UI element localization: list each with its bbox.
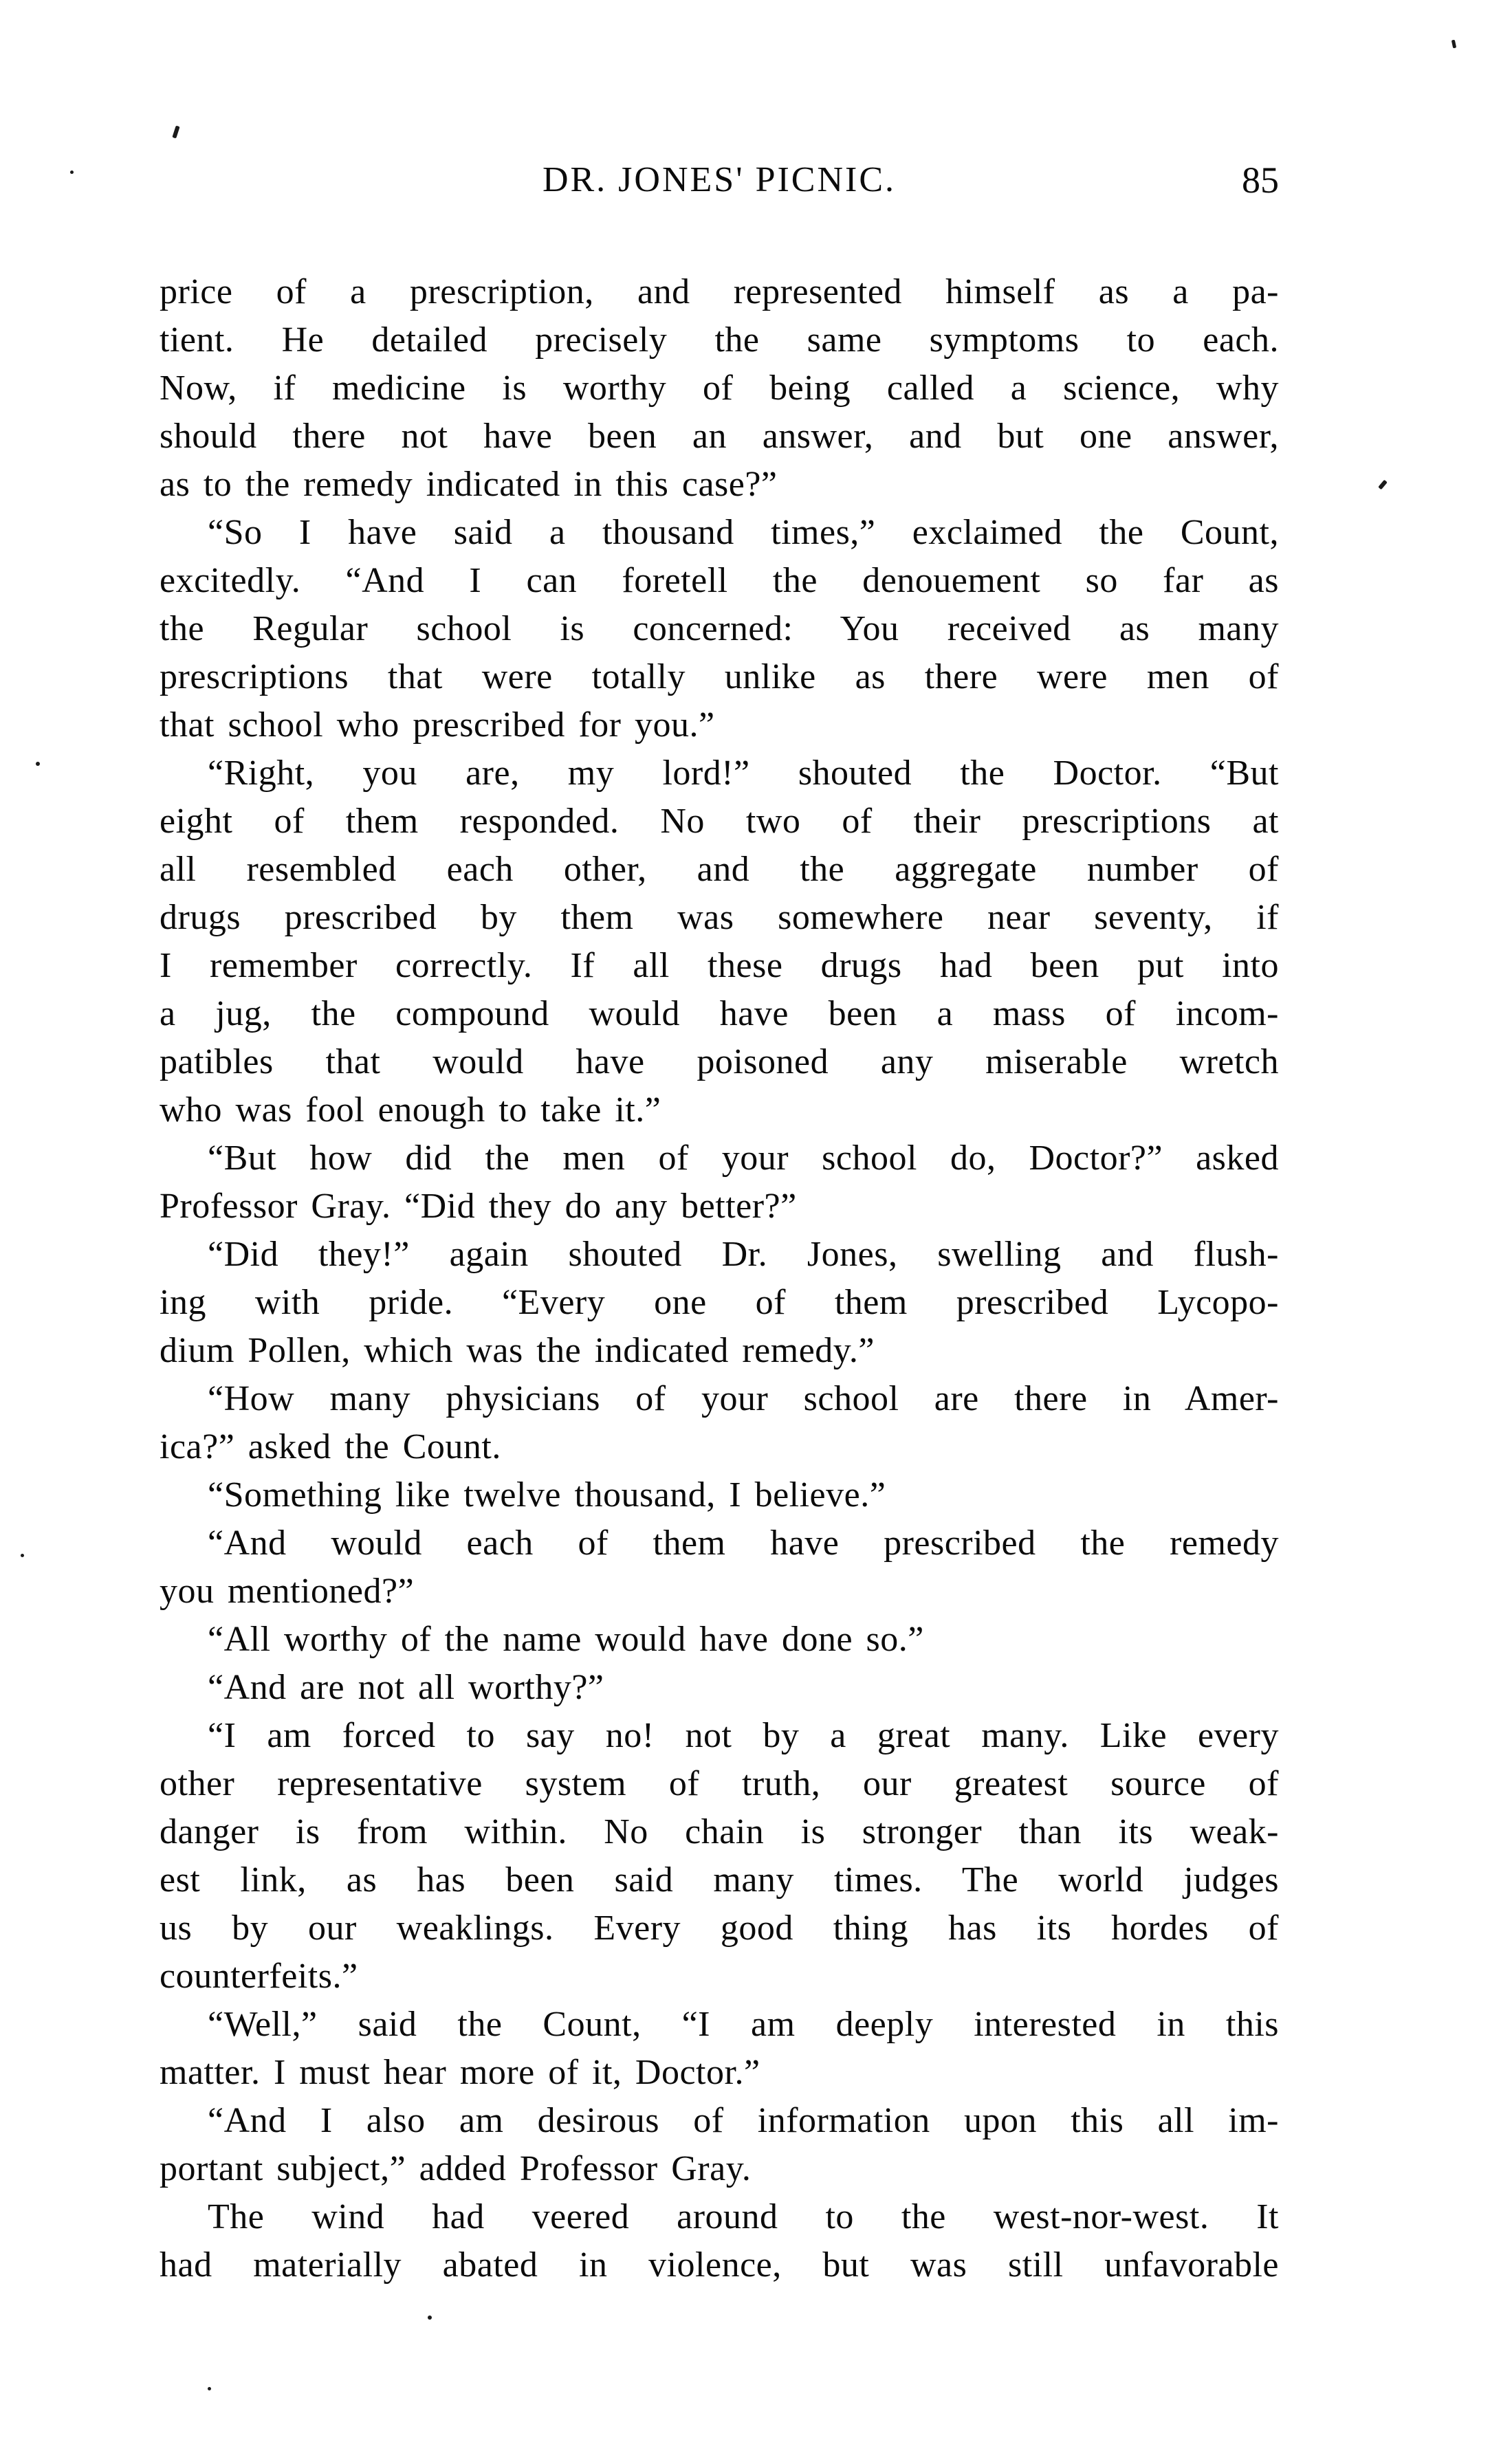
scan-speck	[36, 762, 40, 766]
text-line: “Did they!” again shouted Dr. Jones, swelling and flush-	[208, 1235, 1279, 1274]
text-line: other representative system of truth, our greatest source of	[160, 1764, 1279, 1803]
text-line: dium Pollen, which was the indicated remedy.”	[160, 1331, 875, 1370]
text-line: counterfeits.”	[160, 1957, 358, 1996]
text-line: “Well,” said the Count, “I am deeply interested in this	[208, 2005, 1279, 2044]
page-body	[160, 268, 1279, 2289]
text-line: ica?” asked the Count.	[160, 1427, 501, 1466]
text-line: price of a prescription, and represented himself as a pa-	[160, 272, 1279, 311]
text-line: the Regular school is concerned: You received as many	[160, 609, 1279, 648]
text-line: had materially abated in violence, but was still unfavorable	[160, 2245, 1279, 2285]
text-line: “How many physicians of your school are there in Amer-	[208, 1379, 1279, 1418]
text-line: as to the remedy indicated in this case?”	[160, 465, 778, 504]
scan-speck	[21, 1554, 24, 1557]
text-line: The wind had veered around to the west-nor-west. It	[208, 2197, 1279, 2236]
text-line: “Right, you are, my lord!” shouted the Doctor. “But	[208, 754, 1279, 793]
text-line: “And would each of them have prescribed the remedy	[208, 1524, 1279, 1563]
text-line: drugs prescribed by them was somewhere near seventy, if	[160, 898, 1279, 937]
scan-speck	[172, 126, 179, 139]
text-line: patibles that would have poisoned any miserable wretch	[160, 1042, 1279, 1081]
text-line: “And are not all worthy?”	[208, 1668, 604, 1707]
page-number: 85	[1242, 160, 1279, 201]
text-line: tient. He detailed precisely the same symptoms to each.	[160, 320, 1279, 360]
text-line: eight of them responded. No two of their prescriptions at	[160, 802, 1279, 841]
text-line: “I am forced to say no! not by a great many. Like every	[208, 1716, 1279, 1755]
text-line: Professor Gray. “Did they do any better?”	[160, 1187, 797, 1226]
text-line: est link, as has been said many times. The world judges	[160, 1860, 1279, 1900]
text-line: all resembled each other, and the aggregate number of	[160, 850, 1279, 889]
page-header	[160, 160, 1279, 208]
text-line: prescriptions that were totally unlike as there were men of	[160, 657, 1279, 696]
text-line: Now, if medicine is worthy of being called a science, why	[160, 368, 1279, 408]
scan-speck	[428, 2316, 432, 2320]
text-line: danger is from within. No chain is stronger than its weak-	[160, 1812, 1279, 1851]
text-line: a jug, the compound would have been a mass of incom-	[160, 994, 1279, 1033]
running-title: DR. JONES' PICNIC.	[542, 160, 897, 199]
text-line: “All worthy of the name would have done so.”	[208, 1620, 924, 1659]
text-line: “Something like twelve thousand, I believe.”	[208, 1475, 886, 1515]
text-line: portant subject,” added Professor Gray.	[160, 2149, 752, 2188]
text-line: excitedly. “And I can foretell the denouement so far as	[160, 561, 1279, 600]
text-line: you mentioned?”	[160, 1572, 415, 1611]
text-line: matter. I must hear more of it, Doctor.”	[160, 2053, 760, 2092]
text-line: “And I also am desirous of information upon this all im-	[208, 2101, 1279, 2140]
text-line: ing with pride. “Every one of them prescribed Lycopo-	[160, 1283, 1279, 1322]
text-line: “So I have said a thousand times,” exclaimed the Count,	[208, 513, 1279, 552]
text-line: should there not have been an answer, and but one answer,	[160, 417, 1279, 456]
scan-speck	[1451, 40, 1456, 49]
scan-speck	[208, 2387, 211, 2390]
scan-speck	[1378, 480, 1388, 490]
text-line: us by our weaklings. Every good thing has its hordes of	[160, 1908, 1279, 1948]
scan-speck	[70, 170, 74, 174]
text-line: I remember correctly. If all these drugs had been put into	[160, 946, 1279, 985]
text-line: who was fool enough to take it.”	[160, 1090, 661, 1130]
text-line: “But how did the men of your school do, Doctor?” asked	[208, 1138, 1279, 1178]
text-line: that school who prescribed for you.”	[160, 705, 715, 745]
